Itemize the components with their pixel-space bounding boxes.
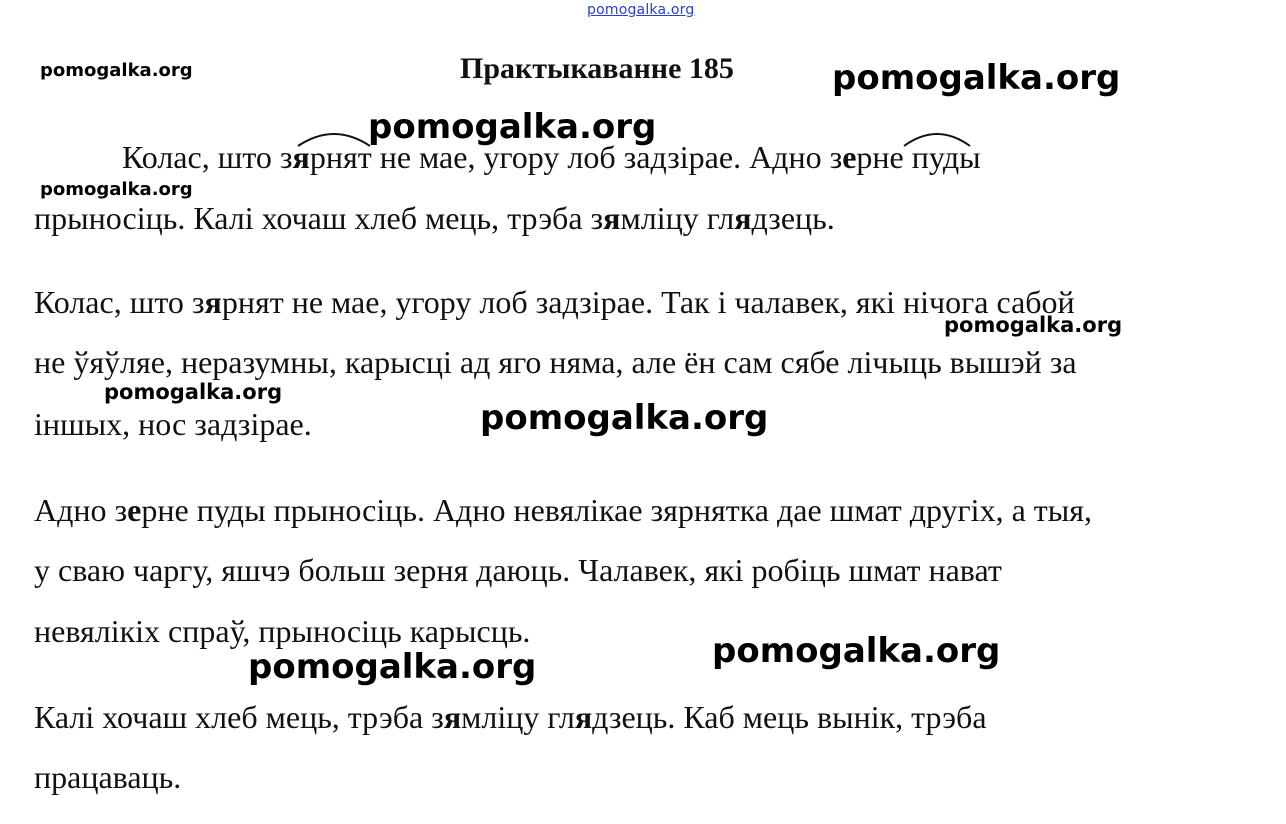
text-span: дзець.: [751, 200, 835, 236]
stressed-letter: е: [127, 492, 142, 528]
text-span: Адно з: [34, 492, 128, 528]
paragraph-4-line-2: працаваць.: [34, 759, 182, 795]
text-span: рне пуды прыносіць. Адно невялікае зярнятка дае шмат другіх, а тыя,: [141, 492, 1092, 528]
stressed-letter: я: [443, 699, 462, 735]
watermark: pomogalka.org: [368, 107, 657, 147]
text-span: рнят не мае, угору лоб задзірае. Адно з: [309, 139, 843, 175]
stressed-letter: я: [292, 139, 310, 175]
paragraph-2-line-3: іншых, нос задзірае.: [34, 406, 312, 442]
stressed-letter: е: [842, 139, 857, 175]
page-title: Практыкаванне 185: [460, 52, 734, 85]
watermark: pomogalka.org: [712, 631, 1001, 671]
text-span: Колас, што з: [122, 139, 293, 175]
text-span: рне пуды: [856, 139, 981, 175]
stressed-letter: я: [734, 200, 752, 236]
text-span: мліцу гл: [461, 699, 575, 735]
paragraph-1-line-2: [34, 202, 835, 234]
watermark: pomogalka.org: [40, 179, 193, 200]
paragraph-2-line-2: не ўяўляе, неразумны, карысці ад яго няма, але ён сам сябе лічыць вышэй за: [34, 344, 1077, 380]
text-span: Колас, што з: [34, 284, 205, 320]
paragraph-3-line-2: у сваю чаргу, яшчэ больш зерня даюць. Чалавек, які робіць шмат нават: [34, 552, 1002, 588]
stressed-letter: я: [574, 699, 593, 735]
site-link[interactable]: pomogalka.org: [587, 2, 695, 18]
paragraph-4-line-1: [34, 701, 987, 733]
watermark: pomogalka.org: [480, 398, 769, 438]
watermark: pomogalka.org: [104, 380, 283, 404]
text-span: дзець. Каб мець вынік, трэба: [592, 699, 987, 735]
text-span: мліцу гл: [620, 200, 735, 236]
paragraph-2-line-1: [34, 286, 1075, 318]
paragraph-3-line-3: невялікіх спраў, прыносіць карысць.: [34, 613, 531, 649]
text-span: рнят не мае, угору лоб задзірае. Так і чалавек, які нічога сабой: [221, 284, 1075, 320]
stressed-letter: я: [603, 200, 621, 236]
stressed-letter: я: [204, 284, 222, 320]
watermark: pomogalka.org: [248, 647, 537, 687]
text-span: прыносіць. Калі хочаш хлеб мець, трэба з: [34, 200, 604, 236]
paragraph-3-line-1: [34, 494, 1092, 526]
watermark: pomogalka.org: [40, 60, 193, 81]
text-span: Калі хочаш хлеб мець, трэба з: [34, 699, 444, 735]
watermark: pomogalka.org: [944, 313, 1123, 337]
watermark: pomogalka.org: [832, 58, 1121, 98]
paragraph-1-line-1: [122, 141, 981, 173]
